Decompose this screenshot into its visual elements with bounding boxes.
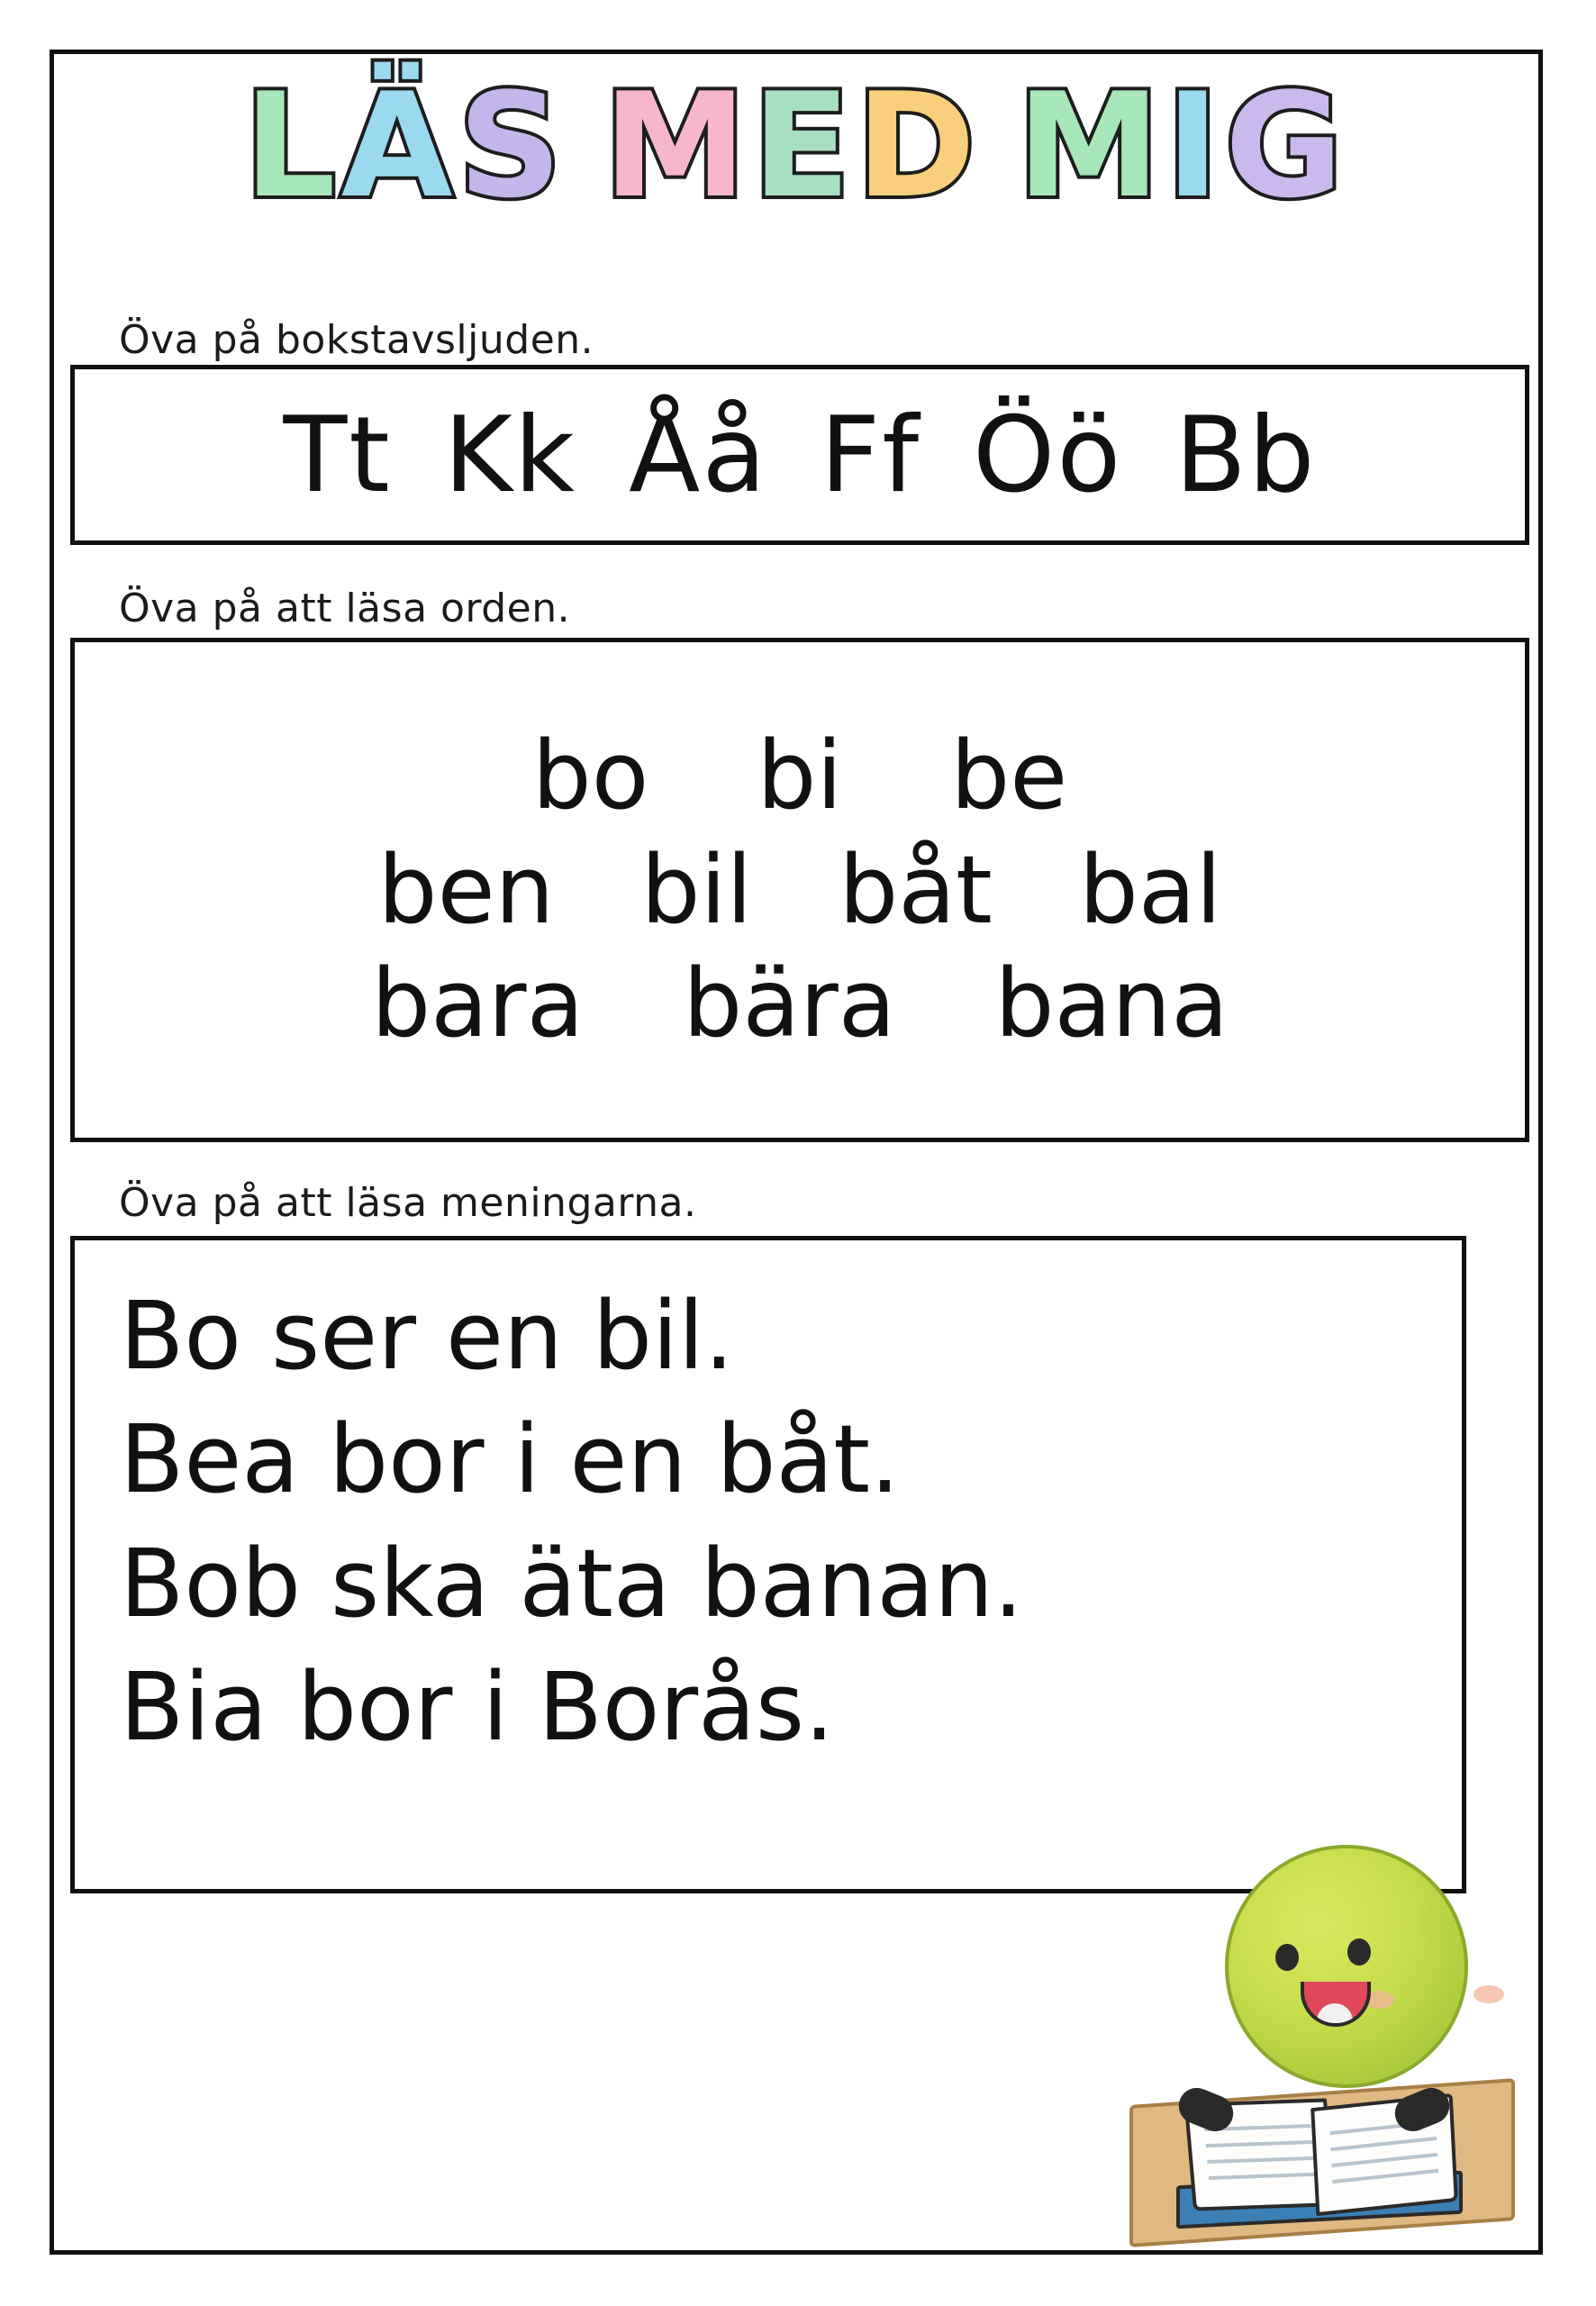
page-title (54, 61, 1538, 308)
word-item: båt (839, 834, 993, 945)
word-item: bo (531, 720, 649, 831)
word-item: bära (683, 949, 896, 1059)
title-letter: L (243, 61, 341, 230)
title-letter: M (603, 61, 753, 230)
instruction-letters: Öva på bokstavsljuden. (119, 317, 594, 363)
letter-pair: Ff (820, 394, 921, 516)
sentences-box (70, 1236, 1466, 1893)
title-text (243, 61, 1349, 230)
worksheet-page (50, 50, 1543, 2255)
word-item: bara (371, 949, 585, 1059)
word-row (111, 947, 1489, 1061)
sentence-line: Bo ser en bil. (120, 1281, 734, 1391)
title-letter: S (458, 61, 567, 230)
word-item: ben (377, 834, 555, 945)
letter-pair: Åå (629, 394, 768, 516)
title-letter: I (1165, 61, 1225, 230)
sentence-line: Bia bor i Borås. (120, 1651, 835, 1762)
avocado-eye-left (1275, 1944, 1299, 1971)
title-letter: G (1224, 61, 1349, 230)
avocado-eye-right (1347, 1938, 1371, 1966)
letter-pair: Tt (283, 394, 392, 516)
instruction-words: Öva på att läsa orden. (119, 586, 571, 631)
letter-pair: Bb (1174, 394, 1317, 516)
word-item: be (950, 720, 1068, 831)
word-row (111, 719, 1489, 833)
sentence-line: Bob ska äta banan. (120, 1528, 1024, 1639)
word-item: bil (640, 834, 753, 945)
avocado-cheek-right (1474, 1985, 1504, 2003)
letters-box (70, 365, 1529, 545)
letter-pair: Kk (443, 394, 577, 516)
words-box (70, 638, 1529, 1142)
letter-pair: Öö (973, 394, 1123, 516)
avocado-teeth (1317, 2003, 1353, 2023)
title-letter: D (856, 61, 982, 230)
word-item: bana (994, 949, 1229, 1059)
word-item: bal (1078, 834, 1222, 945)
title-letter: M (1017, 61, 1166, 230)
title-letter: Ä (340, 61, 458, 230)
word-row (111, 833, 1489, 948)
avocado-reading-icon (1124, 1838, 1511, 2234)
word-item: bi (757, 720, 843, 831)
title-letter: E (752, 61, 857, 230)
letters-row (75, 369, 1525, 540)
instruction-sentences: Öva på att läsa meningarna. (119, 1180, 697, 1226)
avocado-body (1225, 1845, 1468, 2088)
sentence-line: Bea bor i en båt. (120, 1404, 901, 1515)
